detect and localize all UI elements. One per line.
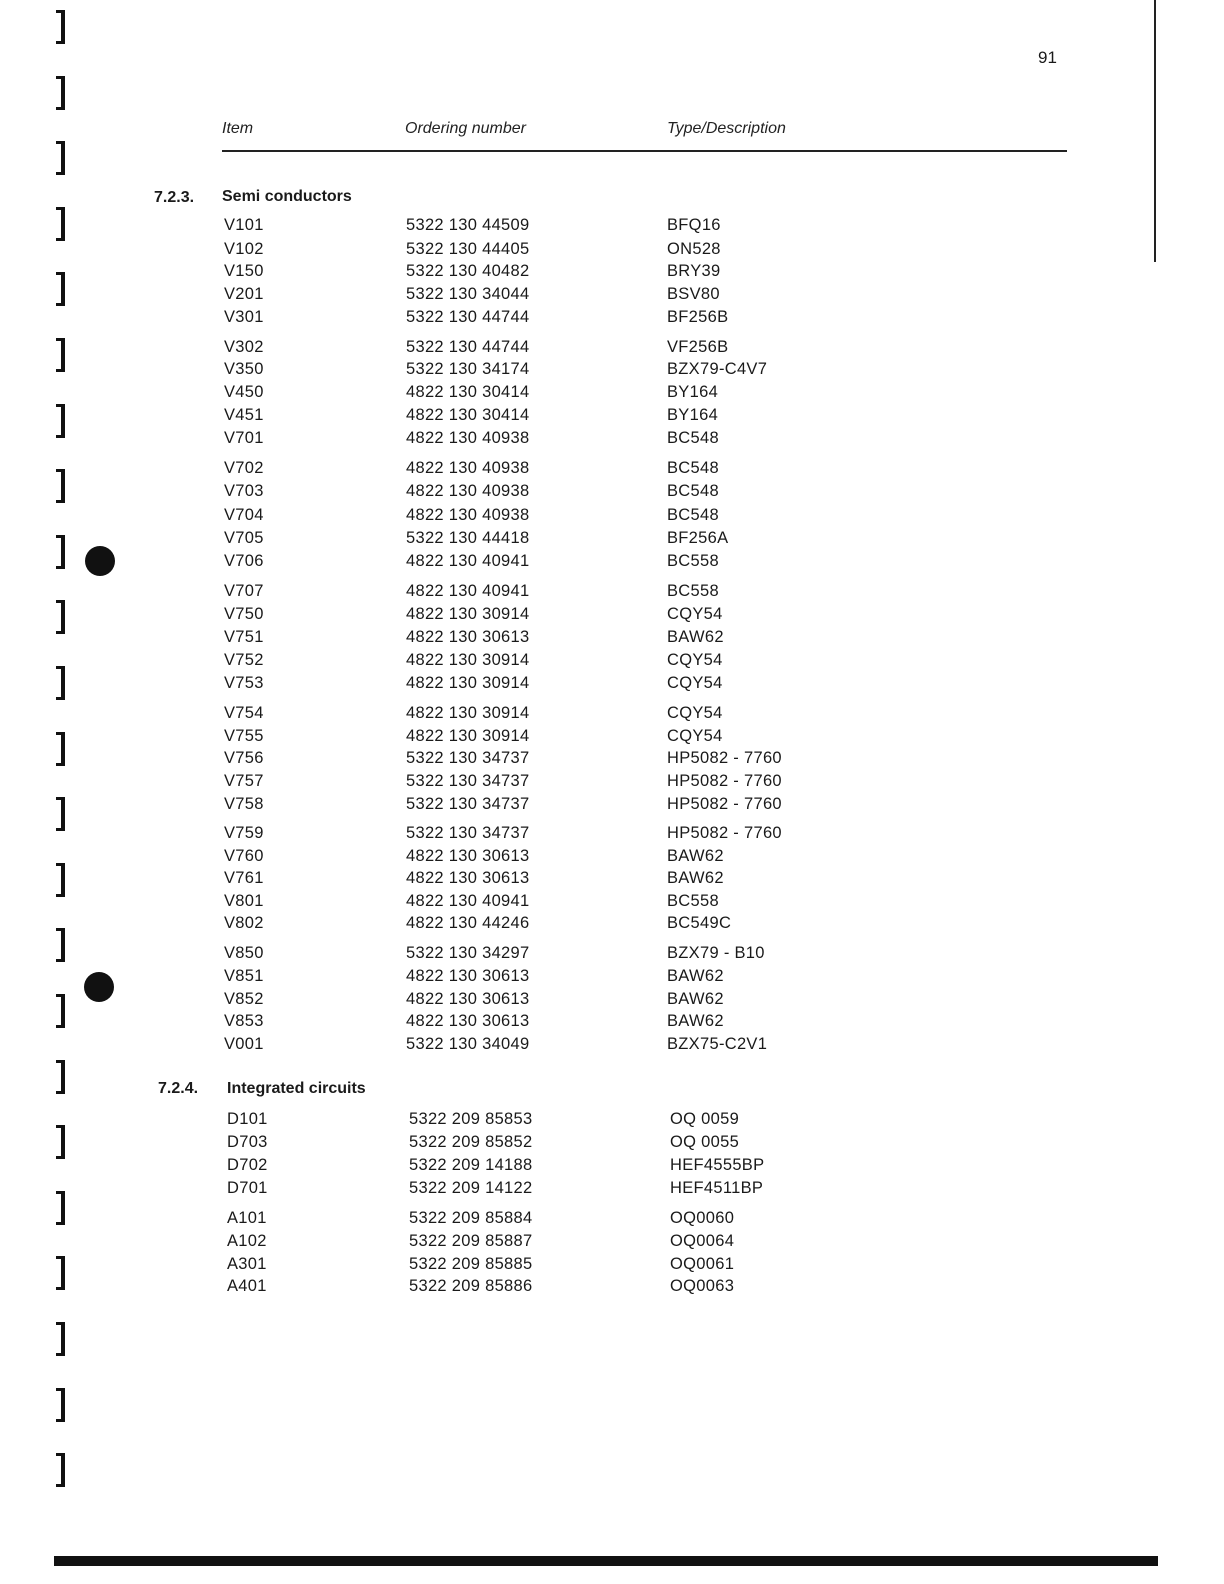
type-description-cell: HEF4555BP bbox=[670, 1156, 765, 1174]
ordering-number-cell: 5322 130 34044 bbox=[406, 285, 530, 303]
binder-bracket bbox=[56, 863, 65, 897]
binder-bracket bbox=[56, 1125, 65, 1159]
type-description-cell: HP5082 - 7760 bbox=[667, 772, 782, 790]
item-cell: V001 bbox=[224, 1035, 264, 1053]
column-header-item: Item bbox=[222, 120, 254, 137]
ordering-number-cell: 5322 209 14122 bbox=[409, 1179, 533, 1197]
binder-bracket bbox=[56, 1256, 65, 1290]
binder-bracket bbox=[56, 207, 65, 241]
type-description-cell: CQY54 bbox=[667, 605, 723, 623]
punch-hole bbox=[84, 972, 114, 1002]
item-cell: D101 bbox=[227, 1110, 268, 1128]
ordering-number-cell: 4822 130 44246 bbox=[406, 914, 530, 932]
ordering-number-cell: 4822 130 40938 bbox=[406, 429, 530, 447]
item-cell: V451 bbox=[224, 406, 264, 424]
type-description-cell: BZX79 - B10 bbox=[667, 944, 765, 962]
type-description-cell: BAW62 bbox=[667, 967, 724, 985]
item-cell: V751 bbox=[224, 628, 264, 646]
ordering-number-cell: 4822 130 30914 bbox=[406, 674, 530, 692]
item-cell: V801 bbox=[224, 892, 264, 910]
item-cell: V705 bbox=[224, 529, 264, 547]
type-description-cell: OQ0060 bbox=[670, 1209, 735, 1227]
item-cell: V301 bbox=[224, 308, 264, 326]
item-cell: D702 bbox=[227, 1156, 268, 1174]
punch-hole bbox=[85, 546, 115, 576]
type-description-cell: BZX79-C4V7 bbox=[667, 360, 768, 378]
item-cell: D701 bbox=[227, 1179, 268, 1197]
type-description-cell: HP5082 - 7760 bbox=[667, 795, 782, 813]
ordering-number-cell: 4822 130 40941 bbox=[406, 892, 530, 910]
item-cell: V707 bbox=[224, 582, 264, 600]
item-cell: A101 bbox=[227, 1209, 267, 1227]
item-cell: V750 bbox=[224, 605, 264, 623]
type-description-cell: BRY39 bbox=[667, 262, 721, 280]
binder-bracket bbox=[56, 797, 65, 831]
type-description-cell: ON528 bbox=[667, 240, 721, 258]
binder-bracket bbox=[56, 1060, 65, 1094]
type-description-cell: OQ 0059 bbox=[670, 1110, 740, 1128]
item-cell: V754 bbox=[224, 704, 264, 722]
type-description-cell: BAW62 bbox=[667, 869, 724, 887]
type-description-cell: CQY54 bbox=[667, 704, 723, 722]
ordering-number-cell: 4822 130 30613 bbox=[406, 869, 530, 887]
type-description-cell: HP5082 - 7760 bbox=[667, 749, 782, 767]
ordering-number-cell: 4822 130 30613 bbox=[406, 628, 530, 646]
type-description-cell: CQY54 bbox=[667, 651, 723, 669]
ordering-number-cell: 5322 130 34297 bbox=[406, 944, 530, 962]
item-cell: V850 bbox=[224, 944, 264, 962]
ordering-number-cell: 4822 130 40938 bbox=[406, 459, 530, 477]
binder-bracket bbox=[56, 928, 65, 962]
item-cell: V706 bbox=[224, 552, 264, 570]
ordering-number-cell: 4822 130 30914 bbox=[406, 704, 530, 722]
binder-margin bbox=[0, 0, 90, 1550]
ordering-number-cell: 5322 130 34737 bbox=[406, 749, 530, 767]
ordering-number-cell: 5322 209 85884 bbox=[409, 1209, 533, 1227]
ordering-number-cell: 5322 130 34737 bbox=[406, 772, 530, 790]
column-header-ordering-number: Ordering number bbox=[405, 120, 526, 137]
ordering-number-cell: 5322 130 34174 bbox=[406, 360, 530, 378]
type-description-cell: BSV80 bbox=[667, 285, 720, 303]
type-description-cell: BY164 bbox=[667, 406, 719, 424]
page-edge-rule bbox=[1154, 0, 1156, 262]
binder-bracket bbox=[56, 1388, 65, 1422]
binder-bracket bbox=[56, 404, 65, 438]
section-title: Integrated circuits bbox=[227, 1080, 366, 1097]
binder-bracket bbox=[56, 732, 65, 766]
ordering-number-cell: 5322 209 85886 bbox=[409, 1277, 533, 1295]
ordering-number-cell: 5322 130 44405 bbox=[406, 240, 530, 258]
type-description-cell: BC558 bbox=[667, 552, 719, 570]
type-description-cell: CQY54 bbox=[667, 727, 723, 745]
type-description-cell: BAW62 bbox=[667, 990, 724, 1008]
item-cell: V302 bbox=[224, 338, 264, 356]
binder-bracket bbox=[56, 10, 65, 44]
type-description-cell: BC548 bbox=[667, 506, 719, 524]
binder-bracket bbox=[56, 535, 65, 569]
item-cell: V101 bbox=[224, 216, 264, 234]
ordering-number-cell: 4822 130 30914 bbox=[406, 727, 530, 745]
item-cell: V853 bbox=[224, 1012, 264, 1030]
item-cell: V102 bbox=[224, 240, 264, 258]
page-number: 91 bbox=[1038, 48, 1057, 67]
ordering-number-cell: 5322 209 85852 bbox=[409, 1133, 533, 1151]
binder-bracket bbox=[56, 1191, 65, 1225]
ordering-number-cell: 5322 130 44418 bbox=[406, 529, 530, 547]
item-cell: V703 bbox=[224, 482, 264, 500]
ordering-number-cell: 5322 209 14188 bbox=[409, 1156, 533, 1174]
type-description-cell: BAW62 bbox=[667, 1012, 724, 1030]
ordering-number-cell: 4822 130 30414 bbox=[406, 383, 530, 401]
binder-bracket bbox=[56, 76, 65, 110]
item-cell: V757 bbox=[224, 772, 264, 790]
type-description-cell: BC558 bbox=[667, 892, 719, 910]
ordering-number-cell: 4822 130 40941 bbox=[406, 552, 530, 570]
item-cell: V852 bbox=[224, 990, 264, 1008]
ordering-number-cell: 4822 130 40938 bbox=[406, 482, 530, 500]
type-description-cell: HP5082 - 7760 bbox=[667, 824, 782, 842]
binder-bracket bbox=[56, 994, 65, 1028]
item-cell: V851 bbox=[224, 967, 264, 985]
type-description-cell: BZX75-C2V1 bbox=[667, 1035, 768, 1053]
type-description-cell: BF256A bbox=[667, 529, 729, 547]
binder-bracket bbox=[56, 1322, 65, 1356]
binder-bracket bbox=[56, 141, 65, 175]
type-description-cell: OQ0061 bbox=[670, 1255, 735, 1273]
binder-bracket bbox=[56, 1453, 65, 1487]
type-description-cell: BF256B bbox=[667, 308, 729, 326]
type-description-cell: BC548 bbox=[667, 459, 719, 477]
item-cell: A401 bbox=[227, 1277, 267, 1295]
type-description-cell: VF256B bbox=[667, 338, 729, 356]
ordering-number-cell: 4822 130 30414 bbox=[406, 406, 530, 424]
item-cell: V756 bbox=[224, 749, 264, 767]
binder-bracket bbox=[56, 272, 65, 306]
binder-bracket bbox=[56, 600, 65, 634]
header-rule bbox=[222, 150, 1067, 152]
ordering-number-cell: 5322 130 34737 bbox=[406, 824, 530, 842]
ordering-number-cell: 5322 130 44744 bbox=[406, 308, 530, 326]
ordering-number-cell: 4822 130 40941 bbox=[406, 582, 530, 600]
item-cell: V758 bbox=[224, 795, 264, 813]
ordering-number-cell: 4822 130 30613 bbox=[406, 1012, 530, 1030]
item-cell: V701 bbox=[224, 429, 264, 447]
item-cell: V755 bbox=[224, 727, 264, 745]
ordering-number-cell: 5322 209 85885 bbox=[409, 1255, 533, 1273]
item-cell: A102 bbox=[227, 1232, 267, 1250]
type-description-cell: OQ0064 bbox=[670, 1232, 735, 1250]
item-cell: V760 bbox=[224, 847, 264, 865]
ordering-number-cell: 5322 209 85853 bbox=[409, 1110, 533, 1128]
type-description-cell: OQ0063 bbox=[670, 1277, 735, 1295]
type-description-cell: BC548 bbox=[667, 482, 719, 500]
ordering-number-cell: 4822 130 30914 bbox=[406, 605, 530, 623]
item-cell: V752 bbox=[224, 651, 264, 669]
ordering-number-cell: 4822 130 30613 bbox=[406, 990, 530, 1008]
section-number: 7.2.3. bbox=[154, 189, 195, 206]
ordering-number-cell: 4822 130 40938 bbox=[406, 506, 530, 524]
item-cell: A301 bbox=[227, 1255, 267, 1273]
type-description-cell: CQY54 bbox=[667, 674, 723, 692]
ordering-number-cell: 4822 130 30613 bbox=[406, 847, 530, 865]
column-header-type-description: Type/Description bbox=[667, 120, 786, 137]
ordering-number-cell: 4822 130 30914 bbox=[406, 651, 530, 669]
item-cell: V759 bbox=[224, 824, 264, 842]
item-cell: V704 bbox=[224, 506, 264, 524]
binder-bracket bbox=[56, 469, 65, 503]
bottom-edge-bar bbox=[54, 1556, 1158, 1566]
item-cell: V150 bbox=[224, 262, 264, 280]
item-cell: V753 bbox=[224, 674, 264, 692]
type-description-cell: BC558 bbox=[667, 582, 719, 600]
type-description-cell: BY164 bbox=[667, 383, 719, 401]
item-cell: V802 bbox=[224, 914, 264, 932]
item-cell: V761 bbox=[224, 869, 264, 887]
item-cell: V450 bbox=[224, 383, 264, 401]
item-cell: V201 bbox=[224, 285, 264, 303]
ordering-number-cell: 5322 130 40482 bbox=[406, 262, 530, 280]
type-description-cell: BC549C bbox=[667, 914, 732, 932]
item-cell: V350 bbox=[224, 360, 264, 378]
binder-bracket bbox=[56, 338, 65, 372]
ordering-number-cell: 4822 130 30613 bbox=[406, 967, 530, 985]
type-description-cell: BFQ16 bbox=[667, 216, 721, 234]
type-description-cell: BAW62 bbox=[667, 628, 724, 646]
section-number: 7.2.4. bbox=[158, 1080, 199, 1097]
item-cell: V702 bbox=[224, 459, 264, 477]
type-description-cell: OQ 0055 bbox=[670, 1133, 740, 1151]
type-description-cell: BAW62 bbox=[667, 847, 724, 865]
ordering-number-cell: 5322 130 34049 bbox=[406, 1035, 530, 1053]
type-description-cell: BC548 bbox=[667, 429, 719, 447]
binder-bracket bbox=[56, 666, 65, 700]
ordering-number-cell: 5322 209 85887 bbox=[409, 1232, 533, 1250]
ordering-number-cell: 5322 130 44509 bbox=[406, 216, 530, 234]
section-title: Semi conductors bbox=[222, 188, 352, 205]
ordering-number-cell: 5322 130 34737 bbox=[406, 795, 530, 813]
item-cell: D703 bbox=[227, 1133, 268, 1151]
ordering-number-cell: 5322 130 44744 bbox=[406, 338, 530, 356]
type-description-cell: HEF4511BP bbox=[670, 1179, 764, 1197]
